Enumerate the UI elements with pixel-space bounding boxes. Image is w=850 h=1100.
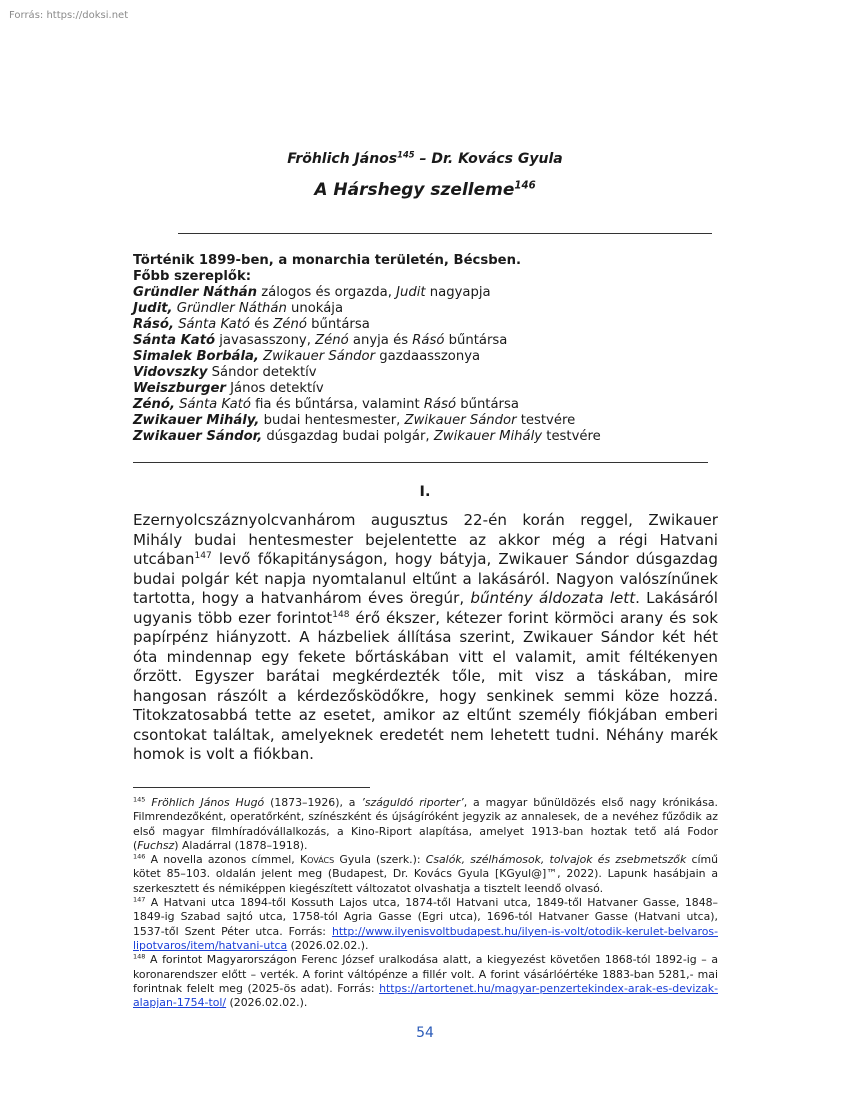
body-text: Ezernyolcszáznyolcvanhárom augusztus 22-én korán reggel, Zwikauer Mihály budai hentesmester bejelentette az akkor még a régi Hatvani utcában$^{147}$ levő főkapitányságon, hogy bátyja, Zwikauer Sándor dúsgazdag budai polgár két napja nyomtalanul eltűnt a lakásáról. Nagyon valószínűnek tartotta, hogy a hatvanhárom éves öregúr, bűntény áldozata lett. Lakásáról ugyanis több ezer forintot$^{148}$ érő ékszer, kétezer forint körmöci arany és sok papírpénz hiányzott. A házbeliek állítása szerint, Zwikauer Sándor két hét óta mindennap egy fekete bőrtáskában vitt el valamit, amit féltékenyen őrzött. Egyszer barátai megkérdezték tőle, mit visz a táskában, mire hangosan rászólt a kérdezősködőkre, hogy senkinek semmi köze hozzá. Titokzatosabbá tette az esetet, amikor az eltűnt személy fiókjában emberi csontokat találtak, amelyeknek eredetét nem lehetett tudni. Néhány marék homok is volt a fiókban.	[133, 511, 718, 763]
cast-item: Rásó, Sánta Kató és Zénó bűntársa	[133, 317, 370, 332]
cast-item: Vidovszky Sándor detektív	[133, 365, 317, 380]
top-divider	[178, 233, 712, 234]
footnotes	[133, 796, 718, 1010]
page-number: 54	[416, 1025, 434, 1041]
cast-item: Weiszburger János detektív	[133, 381, 324, 396]
footnote-147: $^{147}$ A Hatvani utca 1894-től Kossuth Lajos utca, 1874-től Hatvani utca, 1849-től Hatvaner Gasse, 1848–1849-ig Szabad sajtó utca, 1758-tól Agria Gasse (Egri utca), 1696-tól Hatvaner Gasse (Hatvani utca), 1537-től Szent Péter utca. Forrás: http://www.ilyenisvoltbudapest.hu/ilyen-is-volt/otodik-kerulet-belvaros-lipotvaros/item/hatvani-utca (2026.02.02.).	[133, 895, 718, 952]
cast-item: Sánta Kató javasasszony, Zénó anyja és Rásó bűntársa	[133, 333, 508, 348]
source-link[interactable]: https://artortenet.hu/magyar-penzertekindex-arak-es-devizak-alapjan-1754-tol/	[133, 981, 718, 1010]
cast-item: Gründler Náthán zálogos és orgazda, Judit nagyapja	[133, 285, 491, 300]
footnote-146: $^{146}$ A novella azonos címmel, Kovács Gyula (szerk.): Csalók, szélhámosok, tolvajok és zsebmetszők című kötet 85–103. oldalán jelent meg (Budapest, Dr. Kovács Gyula [KGyul@]™, 2022). Lapunk hasábjain a szerkesztett és némiképpen kiegészített változatot olvashatja a tisztelt leendő olvasó.	[133, 852, 718, 895]
footnote-ref-147[interactable]: 147	[194, 550, 212, 561]
chapter-number: I.	[419, 484, 431, 500]
footnote-145: $^{145}$ Fröhlich János Hugó (1873–1926), a ’száguldó riporter’, a magyar bűnüldözés első nagy krónikása. Filmrendezőként, operatőrként, színészként és újságíróként jegyzik az annalesek, de a nevéhez fűződik az első magyar filmhíradóvállalkozás, a Kino-Riport alapítása, amelyet 1913-ban hoztak tető alá Fodor (Fuchsz) Aladárral (1878–1918).	[133, 795, 718, 852]
cast-list	[133, 253, 723, 445]
footnote-separator	[133, 787, 370, 788]
source-link[interactable]: http://www.ilyenisvoltbudapest.hu/ilyen-is-volt/otodik-kerulet-belvaros-lipotvaros/item/hatvani-utca	[133, 924, 718, 952]
cast-item: Zwikauer Sándor, dúsgazdag budai polgár, Zwikauer Mihály testvére	[133, 429, 601, 444]
source-watermark: Forrás: https://doksi.net	[9, 10, 129, 21]
footnote-ref-145[interactable]: 145	[397, 149, 415, 160]
cast-item: Judit, Gründler Náthán unokája	[133, 301, 344, 316]
setting-line: Történik 1899-ben, a monarchia területén, Bécsben.	[133, 253, 521, 268]
cast-divider	[133, 462, 708, 463]
cast-heading: Főbb szereplők:	[133, 269, 251, 284]
footnote-148: $^{148}$ A forintot Magyarországon Ferenc József uralkodása alatt, a kiegyezést követően 1868-tól 1892-ig – a koronarendszer előtt – verték. A forint váltópénze a fillér volt. A forint vásárlóértéke 1883-ban 5281,- mai forintnak felelt meg (2025-ös adat). Forrás: https://artortenet.hu/magyar-penzertekindex-arak-es-devizak-alapjan-1754-tol/ (2026.02.02.).	[133, 952, 718, 1010]
cast-item: Zwikauer Mihály, budai hentesmester, Zwikauer Sándor testvére	[133, 413, 576, 428]
authors-line: Fröhlich János$^{145}$ – Dr. Kovács Gyula	[287, 149, 563, 167]
story-title: A Hárshegy szelleme$^{146}$	[314, 180, 536, 200]
footnote-ref-148[interactable]: 148	[332, 609, 350, 620]
footnote-ref-146[interactable]: 146	[514, 180, 536, 192]
cast-item: Zénó, Sánta Kató fia és bűntársa, valamint Rásó bűntársa	[133, 397, 519, 412]
cast-item: Simalek Borbála, Zwikauer Sándor gazdaasszonya	[133, 349, 481, 364]
